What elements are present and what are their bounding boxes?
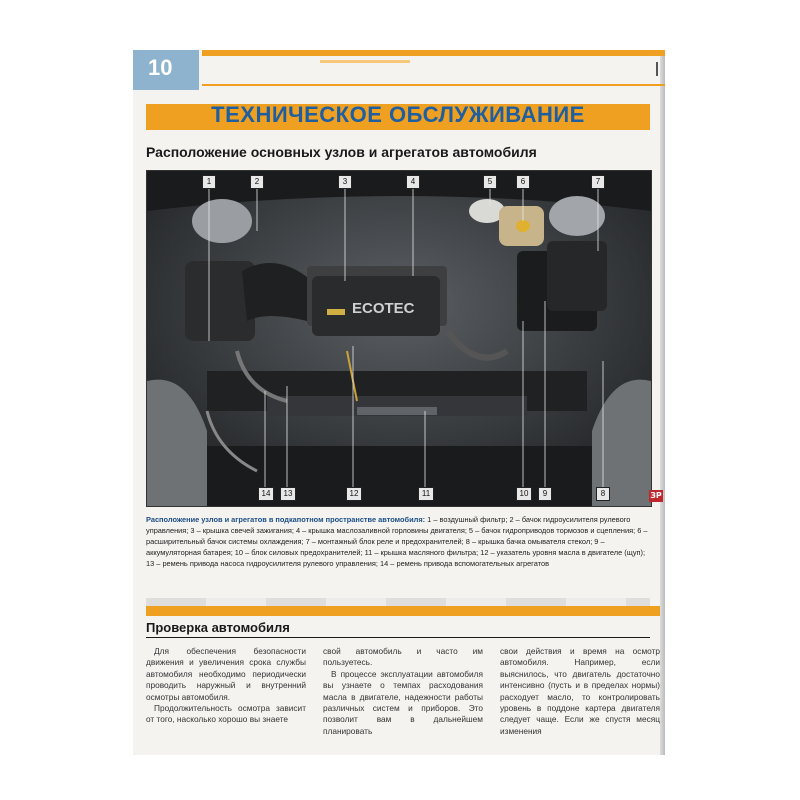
text-column-2 <box>323 646 483 737</box>
figure-caption <box>146 514 654 569</box>
callout-12: 12 <box>346 487 362 501</box>
engine-bay-illustration <box>147 171 651 506</box>
callout-14: 14 <box>258 487 274 501</box>
section-accent-bar <box>146 606 660 616</box>
callout-8: 8 <box>596 487 610 501</box>
page-number: 10 <box>148 55 173 80</box>
paragraph: Для обеспечения безопасности движения и увеличения срока службы автомобиля необходимо периодически проводить наружный и внутренний осмотры автомобиля. <box>146 646 306 702</box>
left-strut-tower <box>192 199 252 243</box>
top-tick <box>656 62 658 76</box>
callout-2: 2 <box>250 175 264 189</box>
paragraph: В процессе эксплуатации автомобиля вы узнаете о темпах расходования масла в двигателе, надежности работы различных систем и приборов. Это позволит вам в дальнейшем планировать <box>323 668 483 736</box>
paragraph: свои действия и время на осмотр автомобиля. Например, если выяснилось, что двигатель достаточно интенсивно (пусть и в пределах нормы) расходует масло, то контролировать уровень в поддоне картера двигателя следует чаще. Если же спустя месяц изменения <box>500 646 660 736</box>
corner-badge: ЗР <box>650 491 662 500</box>
top-accent-bar <box>202 50 665 56</box>
callout-5: 5 <box>483 175 497 189</box>
section-rule <box>146 637 650 638</box>
text-column-3 <box>500 646 660 737</box>
callout-13: 13 <box>280 487 296 501</box>
page-title: ТЕХНИЧЕСКОЕ ОБСЛУЖИВАНИЕ <box>211 102 585 127</box>
section-title-inspection: Проверка автомобиля <box>146 620 290 635</box>
callout-7: 7 <box>591 175 605 189</box>
top-accent-mark <box>320 60 410 63</box>
callout-6: 6 <box>516 175 530 189</box>
paragraph: Продолжительность осмотра зависит от того, насколько хорошо вы знаете <box>146 703 306 725</box>
caption-body: 1 – воздушный фильтр; 2 – бачок гидроусилителя рулевого управления; 3 – крышка свечей зажигания; 4 – крышка маслозаливной горловины двигателя; 5 – бачок гидроприводов тормозов и сцепления; 6 – расширительный бачок системы охлаждения; 7 – монтажный блок реле и предохранителей; 8 – крышка бачка омывателя стекол; 9 – аккумуляторная батарея; 10 – блок силовых предохранителей; 11 – крышка масляного фильтра; 12 – указатель уровня масла в двигателе (щуп); 13 – ремень привода насоса гидроусилителя рулевого управления; 14 – ремень привода вспомогательных агрегатов <box>146 515 648 568</box>
caption-lead: Расположение узлов и агрегатов в подкапотном пространстве автомобиля: <box>146 515 426 524</box>
top-rule <box>202 84 665 86</box>
callout-3: 3 <box>338 175 352 189</box>
fuse-box <box>547 241 607 311</box>
callout-10: 10 <box>516 487 532 501</box>
text-column-1 <box>146 646 306 726</box>
callout-9: 9 <box>538 487 552 501</box>
paragraph: свой автомобиль и часто им пользуетесь. <box>323 646 483 668</box>
callout-1: 1 <box>202 175 216 189</box>
section-title-layout: Расположение основных узлов и агрегатов автомобиля <box>146 144 537 160</box>
engine-bay-photo <box>146 170 652 507</box>
right-strut-tower <box>549 196 605 236</box>
ecotec-badge: ECOTEC <box>352 300 415 317</box>
callout-11: 11 <box>418 487 434 501</box>
page-edge-shadow <box>660 50 665 755</box>
callout-4: 4 <box>406 175 420 189</box>
